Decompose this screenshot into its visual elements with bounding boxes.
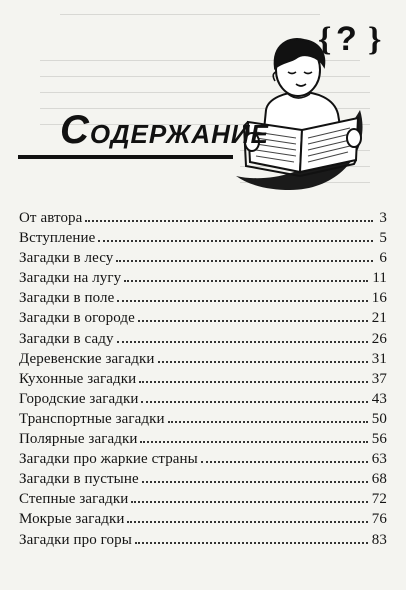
- toc-entry-page-number: 5: [379, 230, 387, 247]
- toc-leader-dots: [138, 319, 368, 322]
- toc-leader-dots: [141, 400, 367, 403]
- toc-leader-dots: [85, 219, 373, 222]
- toc-leader-dots: [168, 420, 368, 423]
- toc-entry-page-number: 50: [371, 410, 387, 427]
- title-underline: [18, 155, 233, 159]
- toc-entry-title: Степные загадки: [19, 491, 129, 508]
- toc-entry-page-number: 31: [371, 350, 387, 367]
- toc-entry-page-number: 76: [371, 511, 387, 528]
- toc-leader-dots: [142, 480, 368, 483]
- toc-entry-title: Загадки про жаркие страны: [19, 451, 198, 468]
- toc-entry-title: Городские загадки: [19, 390, 139, 407]
- toc-leader-dots: [117, 299, 367, 302]
- toc-entry-page-number: 72: [371, 491, 387, 508]
- svg-text:}: }: [368, 21, 382, 58]
- toc-entry[interactable]: [19, 469, 387, 489]
- toc-entry[interactable]: [19, 489, 387, 509]
- toc-entry[interactable]: [19, 228, 387, 248]
- toc-entry[interactable]: [19, 268, 387, 288]
- toc-entry[interactable]: [19, 530, 387, 550]
- title-rest: ОДЕРЖАНИЕ: [89, 119, 269, 149]
- svg-text:{: {: [318, 21, 332, 58]
- toc-entry-title: Транспортные загадки: [19, 410, 165, 427]
- toc-leader-dots: [117, 340, 368, 343]
- toc-leader-dots: [158, 360, 368, 363]
- page-title: [60, 110, 269, 150]
- toc-entry[interactable]: [19, 248, 387, 268]
- toc-entry[interactable]: [19, 208, 387, 228]
- toc-entry[interactable]: [19, 308, 387, 328]
- toc-entry-page-number: 56: [371, 431, 387, 448]
- toc-entry-page-number: 68: [371, 471, 387, 488]
- toc-entry-page-number: 43: [371, 390, 387, 407]
- toc-entry[interactable]: [19, 329, 387, 349]
- toc-entry[interactable]: [19, 509, 387, 529]
- toc-entry-title: Загадки в лесу: [19, 250, 114, 267]
- toc-entry[interactable]: [19, 349, 387, 369]
- toc-leader-dots: [131, 500, 367, 503]
- question-mark: ?: [336, 20, 357, 58]
- toc-entry-title: Загадки в поле: [19, 290, 115, 307]
- toc-entry-page-number: 21: [371, 310, 387, 327]
- toc-entry-title: От автора: [19, 210, 83, 226]
- toc-leader-dots: [135, 541, 368, 544]
- toc-entry-page-number: 11: [372, 270, 387, 287]
- toc-entry[interactable]: [19, 369, 387, 389]
- toc-entry-page-number: 26: [371, 330, 387, 347]
- toc-entry[interactable]: [19, 288, 387, 308]
- title-first-letter: С: [60, 108, 90, 152]
- toc-entry-title: Мокрые загадки: [19, 511, 125, 528]
- toc-entry-page-number: 6: [379, 250, 387, 267]
- toc-leader-dots: [124, 279, 368, 282]
- table-of-contents: [19, 208, 387, 550]
- toc-entry-title: Кухонные загадки: [19, 370, 137, 387]
- toc-entry-title: Загадки в огороде: [19, 310, 135, 327]
- child-reading-illustration: [244, 39, 361, 176]
- toc-entry-page-number: 63: [371, 451, 387, 468]
- toc-entry-page-number: 16: [371, 290, 387, 307]
- toc-entry-title: Загадки про горы: [19, 531, 132, 548]
- toc-entry[interactable]: [19, 409, 387, 429]
- toc-entry-title: Загадки на лугу: [19, 270, 122, 287]
- toc-leader-dots: [139, 380, 368, 383]
- toc-entry-title: Деревенские загадки: [19, 350, 155, 367]
- toc-entry-page-number: 37: [371, 370, 387, 387]
- toc-leader-dots: [140, 440, 367, 443]
- toc-entry-title: Загадки в пустыне: [19, 471, 139, 488]
- header-illustration: [0, 0, 406, 200]
- toc-entry-page-number: 3: [379, 210, 387, 226]
- toc-leader-dots: [116, 259, 373, 262]
- toc-entry-title: Загадки в саду: [19, 330, 114, 347]
- toc-leader-dots: [127, 520, 367, 523]
- toc-entry[interactable]: [19, 429, 387, 449]
- toc-leader-dots: [201, 460, 368, 463]
- question-badge-icon: [318, 20, 381, 58]
- toc-leader-dots: [98, 239, 373, 242]
- toc-entry-title: Полярные загадки: [19, 431, 138, 448]
- toc-entry-page-number: 83: [371, 531, 387, 548]
- toc-entry[interactable]: [19, 389, 387, 409]
- toc-entry-title: Вступление: [19, 230, 96, 247]
- toc-entry[interactable]: [19, 449, 387, 469]
